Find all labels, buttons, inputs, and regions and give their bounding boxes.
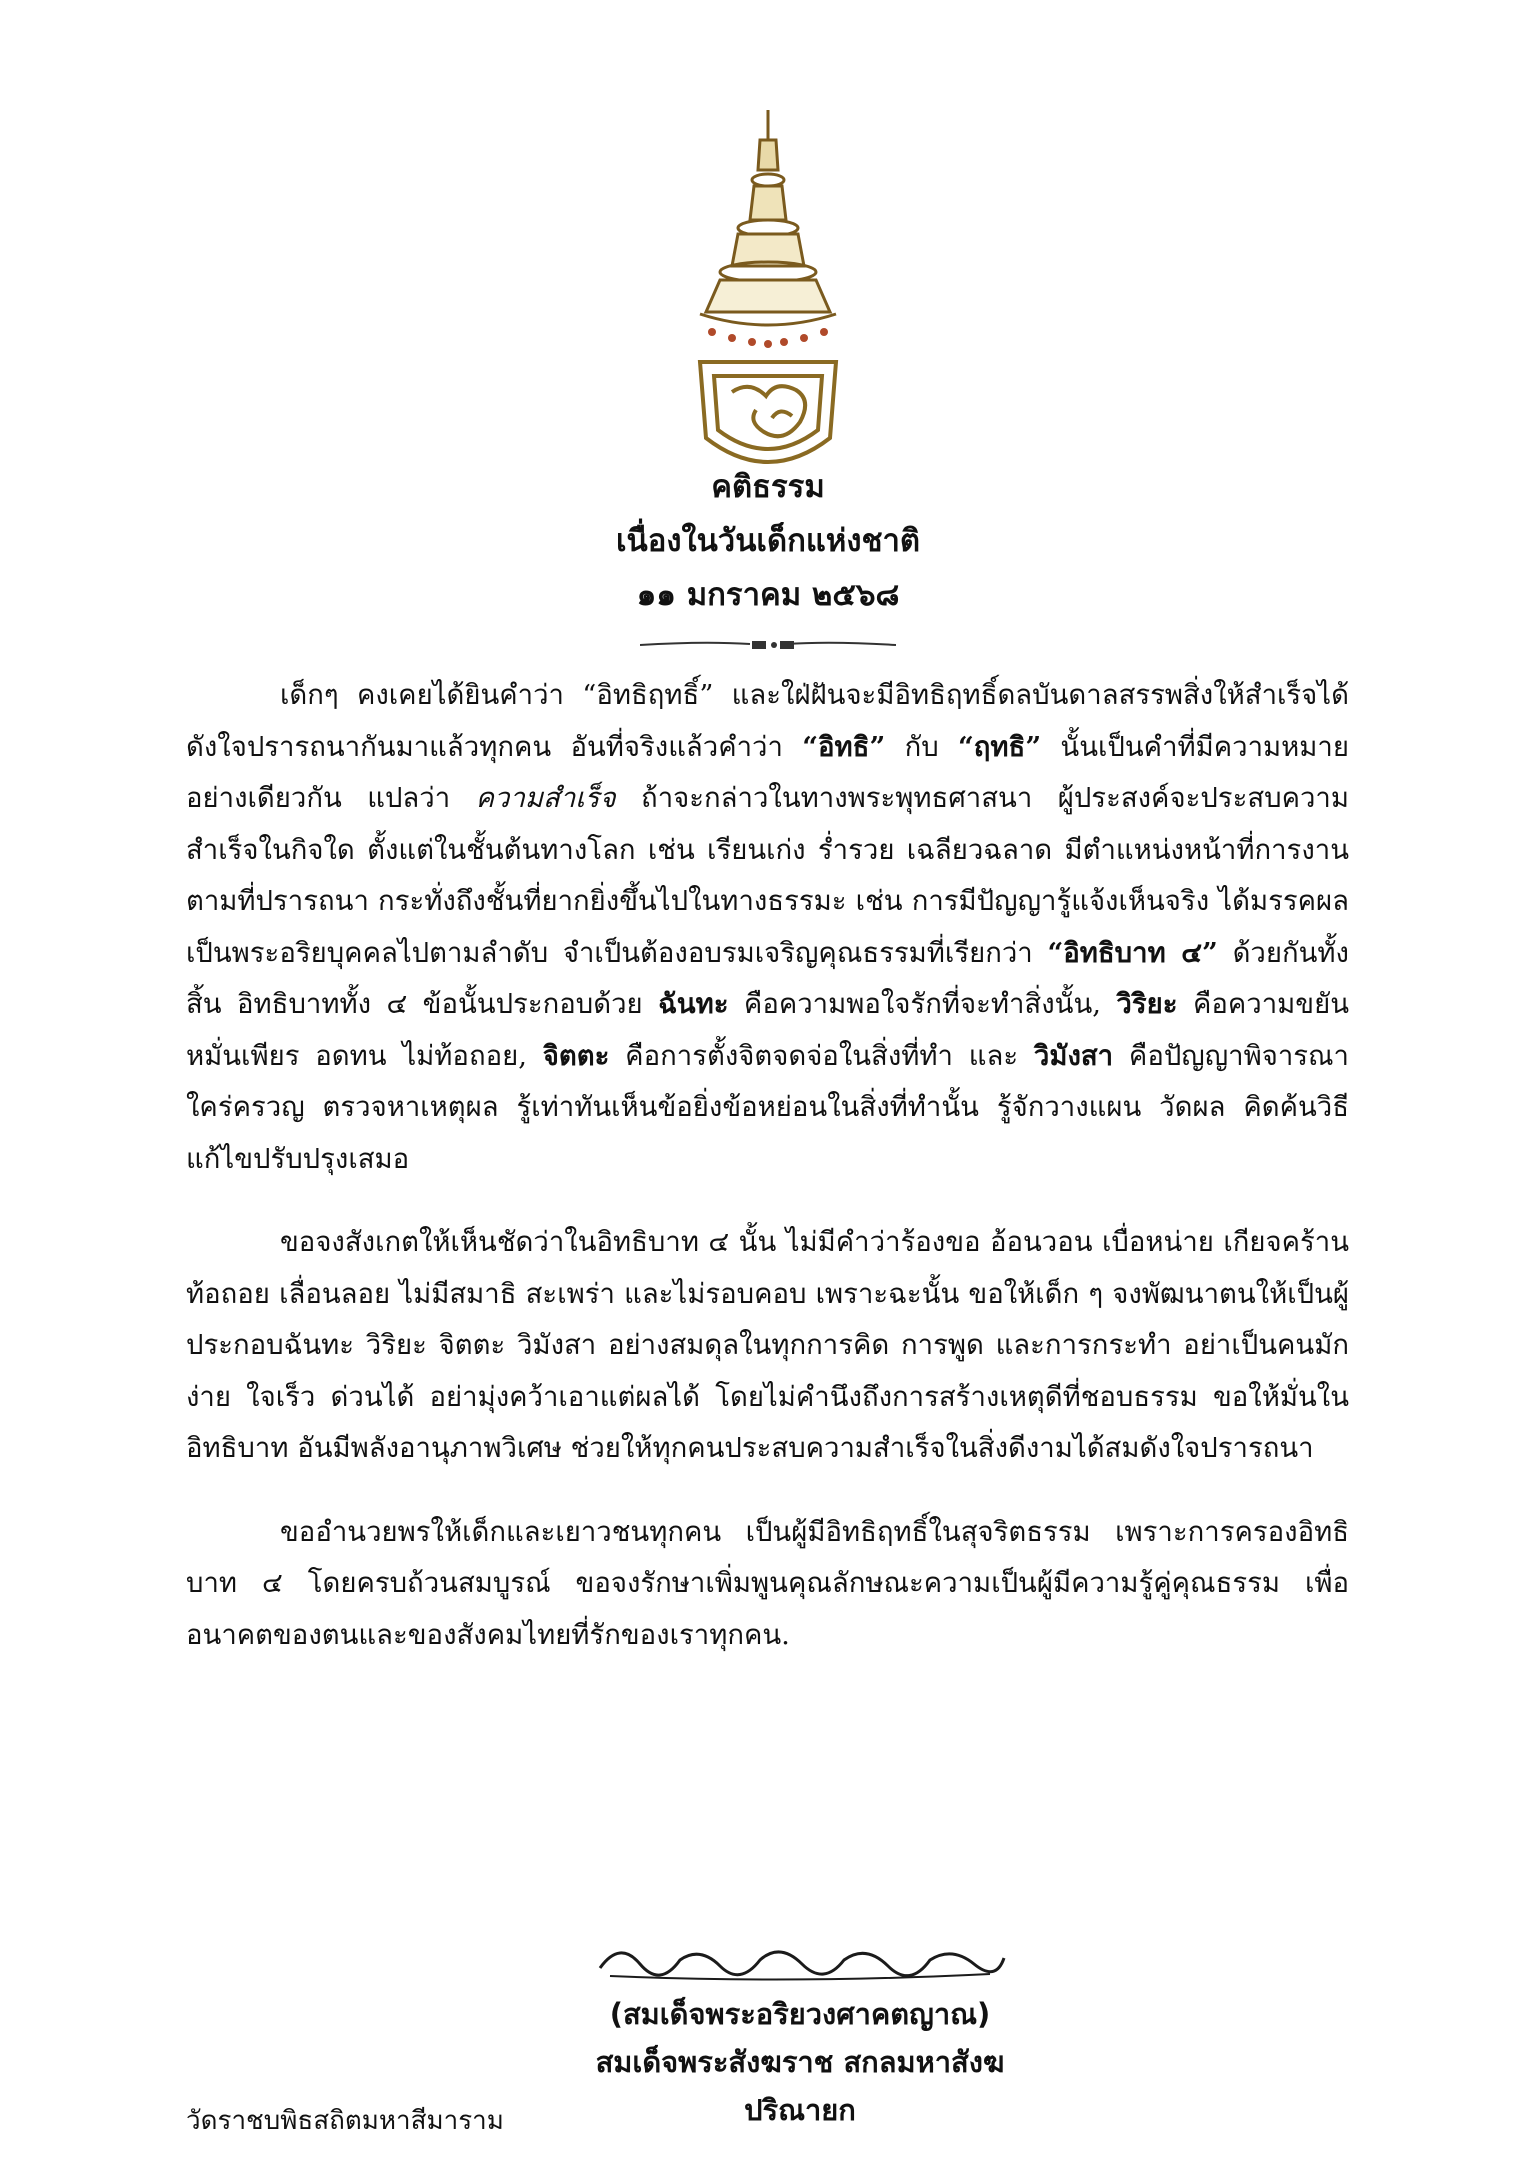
page-title: คติธรรม [711, 469, 825, 505]
text-run: คือปัญญาพิจารณาใคร่ครวญ ตรวจหาเหตุผล รู้เท่าทันเห็นข้อยิ่งข้อหย่อนในสิ่งที่ทำนั้น รู้จักวางแผน วัดผล คิดค้นวิธีแก้ไขปรับปรุงเสมอ [186, 1039, 1349, 1175]
page-subtitle: เนื่องในวันเด็กแห่งชาติ [615, 523, 921, 559]
emphasis-term: วิมังสา [1033, 1039, 1114, 1072]
text-run: ด้วยกันทั้งสิ้น อิทธิบาททั้ง ๔ ข้อนั้นประกอบด้วย [186, 936, 1349, 1020]
text-run: นั้นเป็นคำที่มีความหมายอย่างเดียวกัน แปลว่า [186, 730, 1349, 814]
text-run: คือความขยันหมั่นเพียร อดทน ไม่ท้อถอย, [186, 988, 1349, 1072]
emphasis-term: วิริยะ [1116, 988, 1178, 1020]
body-paragraph-1 [186, 670, 1349, 1185]
body-paragraph-2: ขอจงสังเกตให้เห็นชัดว่าในอิทธิบาท ๔ นั้น ไม่มีคำว่าร้องขอ อ้อนวอน เบื่อหน่าย เกียจคร้าน ท้อถอย เลื่อนลอย ไม่มีสมาธิ สะเพร่า และไม่รอบคอบ เพราะฉะนั้น ขอให้เด็ก ๆ จงพัฒนาตนให้เป็นผู้ประกอบฉันทะ วิริยะ จิตตะ วิมังสา อย่างสมดุลในทุกการคิด การพูด และการกระทำ อย่าเป็นคนมักง่าย ใจเร็ว ด่วนได้ อย่ามุ่งคว้าเอาแต่ผลได้ โดยไม่คำนึงถึงการสร้างเหตุดีที่ชอบธรรม ขอให้มั่นในอิทธิบาท อันมีพลังอานุภาพวิเศษ ช่วยให้ทุกคนประสบความสำเร็จในสิ่งดีงามได้สมดังใจปรารถนา [186, 1226, 1349, 1464]
emphasis-term: “อิทธิบาท ๔” [1047, 936, 1218, 969]
text-run: ถ้าจะกล่าวในทางพระพุทธศาสนา ผู้ประสงค์จะประสบความสำเร็จในกิจใด ตั้งแต่ในชั้นต้นทางโลก เช่น เรียนเก่ง ร่ำรวย เฉลียวฉลาด มีตำแหน่งหน้าที่การงานตามที่ปรารถนา กระทั่งถึงชั้นที่ยากยิ่งขึ้นไปในทางธรรมะ เช่น การมีปัญญารู้แจ้งเห็นจริง ได้มรรคผลเป็นพระอริยบุคคลไปตามลำดับ จำเป็นต้องอบรมเจริญคุณธรรมที่เรียกว่า [186, 782, 1349, 969]
emphasis-term: “ฤทธิ” [957, 730, 1042, 763]
page-date: ๑๑ มกราคม ๒๕๖๘ [636, 577, 900, 613]
emphasis-term: จิตตะ [542, 1039, 610, 1072]
footer-text: วัดราชบพิธสถิตมหาสีมาราม [186, 2106, 504, 2136]
signatory-title: สมเด็จพระสังฆราช สกลมหาสังฆปริณายก [595, 2045, 1005, 2127]
handwritten-signature [590, 1930, 1010, 1990]
text-run: คือการตั้งจิตจดจ่อในสิ่งที่ทำ และ [609, 1039, 1034, 1072]
signatory-name: (สมเด็จพระอริยวงศาคตญาณ) [609, 1997, 991, 2031]
text-run: คือความพอใจรักที่จะทำสิ่งนั้น, [728, 988, 1117, 1020]
text-run: กับ [885, 730, 958, 763]
ornamental-divider [640, 638, 896, 652]
emphasis-term: ฉันทะ [658, 988, 729, 1020]
royal-emblem-icon [680, 100, 856, 500]
text-run: เด็กๆ คงเคยได้ยินคำว่า “อิทธิฤทธิ์” และใฝ่ฝันจะมีอิทธิฤทธิ์ดลบันดาลสรรพสิ่งให้สำเร็จได้ดังใจปรารถนากันมาแล้วทุกคน อันที่จริงแล้วคำว่า [186, 679, 1349, 763]
emphasis-term: “อิทธิ” [802, 730, 886, 763]
italic-term: ความสำเร็จ [475, 782, 616, 814]
body-paragraph-3: ขออำนวยพรให้เด็กและเยาวชนทุกคน เป็นผู้มีอิทธิฤทธิ์ในสุจริตธรรม เพราะการครองอิทธิบาท ๔ โดยครบถ้วนสมบูรณ์ ขอจงรักษาเพิ่มพูนคุณลักษณะความเป็นผู้มีความรู้คู่คุณธรรม เพื่ออนาคตของตนและของสังคมไทยที่รักของเราทุกคน. [186, 1515, 1349, 1651]
